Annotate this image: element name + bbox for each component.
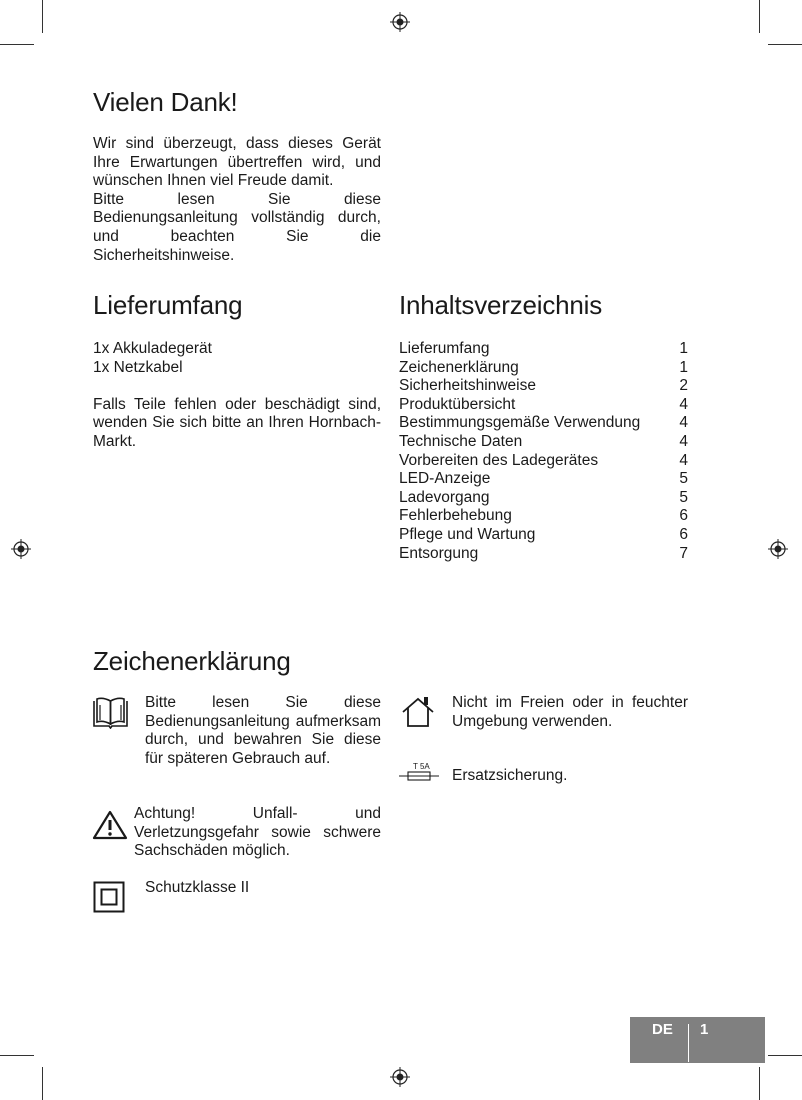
scope-list <box>93 340 381 452</box>
toc-title: Inhaltsverzeichnis <box>399 290 603 320</box>
crop-mark <box>0 44 34 45</box>
registration-mark-icon <box>11 539 31 559</box>
scope-title: Lieferumfang <box>93 290 243 320</box>
indoor-use-icon <box>399 696 437 728</box>
symbol-manual-text: Bitte lesen Sie diese Bedienungsanleitung aufmerksam durch, und bewahren Sie diese für späteren Gebrauch auf. <box>145 694 381 767</box>
intro-title: Vielen Dank! <box>93 87 238 117</box>
fuse-icon <box>399 770 439 782</box>
intro-paragraph: Wir sind überzeugt, dass dieses Gerät Ihre Erwartungen übertreffen wird, und wünschen Ihnen viel Freude damit. <box>93 135 381 190</box>
toc-entry[interactable]: Lieferumfang 1 <box>399 340 688 357</box>
crop-mark <box>768 44 802 45</box>
toc-list <box>399 340 688 563</box>
toc-entry[interactable]: Ladevorgang 5 <box>399 488 688 506</box>
crop-mark <box>0 1055 34 1056</box>
registration-mark-icon <box>390 1067 410 1087</box>
symbol-indoor-text: Nicht im Freien oder in feuchter Umgebung verwenden. <box>452 694 688 730</box>
symbol-fuse-text: Ersatzsicherung. <box>452 767 568 784</box>
toc-entry[interactable]: Fehlerbehebung 6 <box>399 507 688 525</box>
scope-item: 1x Netzkabel <box>93 358 183 376</box>
footer-divider <box>688 1024 689 1062</box>
toc-entry[interactable]: Produktübersicht 4 <box>399 395 688 413</box>
toc-entry[interactable]: Pflege und Wartung 6 <box>399 525 688 543</box>
toc-entry[interactable]: LED-Anzeige 5 <box>399 470 688 488</box>
fuse-rating-label: T 5A <box>413 762 430 771</box>
symbol-class2-text: Schutzklasse II <box>145 879 250 896</box>
toc-entry[interactable]: Zeichenerklärung 1 <box>399 358 688 376</box>
protection-class-2-icon <box>93 881 125 913</box>
intro-paragraph: Bitte lesen Sie diese Bedienungsanleitung vollständig durch, und beachten Sie die Sicherheitshinweise. <box>93 190 381 264</box>
intro-text <box>93 135 381 265</box>
scope-note: Falls Teile fehlen oder beschädigt sind, wenden Sie sich bitte an Ihren Hornbach-Markt. <box>93 395 381 450</box>
page-number: 1 <box>700 1021 709 1038</box>
symbols-title: Zeichenerklärung <box>93 646 291 676</box>
toc-entry[interactable]: Bestimmungsgemäße Verwendung 4 <box>399 414 688 432</box>
symbol-warning-text: Achtung! Unfall- und Verletzungsgefahr sowie schwere Sachschäden möglich. <box>134 805 381 860</box>
warning-triangle-icon <box>92 810 128 840</box>
registration-mark-icon <box>768 539 788 559</box>
toc-entry[interactable]: Sicherheitshinweise 2 <box>399 377 688 395</box>
scope-item: 1x Akkuladegerät <box>93 340 212 357</box>
toc-entry[interactable]: Entsorgung 7 <box>399 544 688 562</box>
crop-mark <box>42 0 43 33</box>
registration-mark-icon <box>390 12 410 32</box>
crop-mark <box>759 0 760 33</box>
crop-mark <box>768 1055 802 1056</box>
toc-entry[interactable]: Technische Daten 4 <box>399 432 688 450</box>
language-label: DE <box>652 1021 673 1038</box>
crop-mark <box>42 1067 43 1100</box>
read-manual-icon <box>92 697 129 729</box>
crop-mark <box>759 1067 760 1100</box>
footer-tab <box>630 1017 765 1063</box>
toc-entry[interactable]: Vorbereiten des Ladegerätes 4 <box>399 451 688 469</box>
